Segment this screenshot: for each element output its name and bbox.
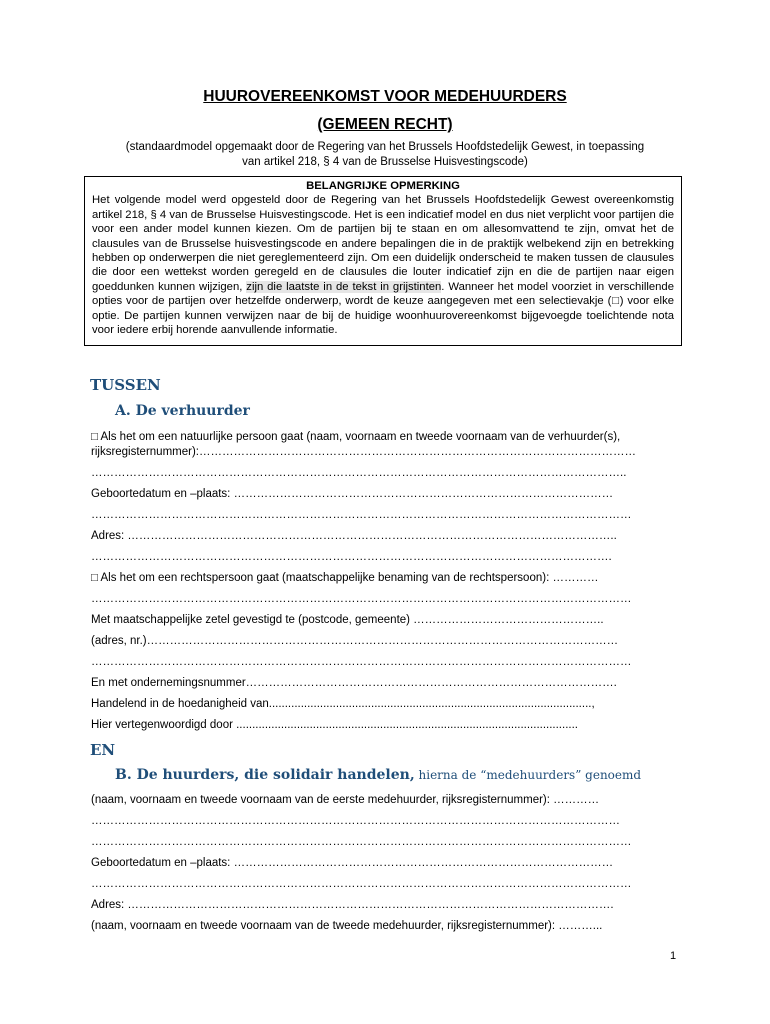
tenant-line: (naam, voornaam en tweede voornaam van de tweede medehuurder, rijksregisternummer): ………... xyxy=(91,920,603,932)
note-text-part-2: . Wanneer het model voorziet in verschillende opties voor de partijen over hetzelfde onderwerp, wordt de keuze aangegeven met een selectievakje (□) voor elke optie. De partijen kunnen verwijzen naar de bij de huidige woonhuurovereenkomst bijgevoegde toelichtende nota voor iedere erbij horende aanvullende informatie. xyxy=(92,280,675,337)
tenant-line: ………………………………………………………………………………………………………………………… xyxy=(91,815,620,827)
note-text-part-1: Het volgende model werd opgesteld door de Regering van het Brussels Hoofdstedelijk Gewest overeenkomstig artikel 218, § 4 van de Brusselse Huisvestingscode. Het is een indicatief model en dus niet verplicht voor partijen die voor een ander model kunnen kiezen. Om de partijen bij te staan en om allesomvattend te zijn, omvat het de clausules van de Brusselse huisvestingscode en andere bepalingen die in de praktijk welbekend zijn en betrekking hebben op onderwerpen die niet gereglementeerd zijn. Om een duidelijk onderscheid te maken tussen de clausules die door een wettekst worden geregeld en de clausules die louter indicatief zijn en die de partijen naar eigen goeddunken kunnen wijzigen, xyxy=(92,194,674,293)
tenant-line: …………………………………………………………………………………………………………………………… xyxy=(91,878,632,890)
important-note-body xyxy=(92,193,674,337)
landlord-line: ………………………………………………………………………………………………………………………. xyxy=(91,551,612,563)
landlord-line: Adres: ……………………………………………………………………………………………………………….. xyxy=(91,530,617,542)
heading-en: EN xyxy=(90,741,116,759)
tenant-line: …………………………………………………………………………………………………………………………… xyxy=(91,836,632,848)
heading-tenants xyxy=(115,767,641,783)
landlord-line: Geboortedatum en –plaats: ……………………………………………………………………………………… xyxy=(91,488,614,500)
landlord-line: …………………………………………………………………………………………………………………………… xyxy=(91,656,632,668)
heading-tenants-bold: B. De huurders, die solidair handelen, xyxy=(115,767,415,783)
document-title: HUUROVEREENKOMST VOOR MEDEHUURDERS xyxy=(203,88,567,105)
landlord-line: Met maatschappelijke zetel gevestigd te (postcode, gemeente) ………………………………………….. xyxy=(91,614,604,626)
model-description xyxy=(60,140,710,170)
heading-tussen: TUSSEN xyxy=(90,376,161,394)
important-note-heading: BELANGRIJKE OPMERKING xyxy=(306,180,460,192)
landlord-line: Handelend in de hoedanigheid van....................................................................................................., xyxy=(91,698,595,710)
landlord-line: (adres, nr.)…………………………………………………………………………………………………………… xyxy=(91,635,619,647)
tenant-line: Geboortedatum en –plaats: ……………………………………………………………………………………… xyxy=(91,857,614,869)
landlord-line: □ Als het om een rechtspersoon gaat (maatschappelijke benaming van de rechtspersoon): ………… xyxy=(91,572,599,584)
note-text-grey-highlight: zijn die laatste in de tekst in grijstinten xyxy=(246,280,442,293)
landlord-line: …………………………………………………………………………………………………………………………… xyxy=(91,509,632,521)
important-note-box xyxy=(84,176,682,346)
page-number: 1 xyxy=(670,950,677,962)
tenant-line: (naam, voornaam en tweede voornaam van de eerste medehuurder, rijksregisternummer): ………… xyxy=(91,794,600,806)
model-description-line-2: van artikel 218, § 4 van de Brusselse Huisvestingscode) xyxy=(242,156,528,168)
heading-landlord: A. De verhuurder xyxy=(115,403,250,419)
landlord-line: Hier vertegenwoordigd door ........................................................................................................... xyxy=(91,719,578,731)
tenant-line: Adres: ………………………………………………………………………………………………………………. xyxy=(91,899,614,911)
landlord-line: …………………………………………………………………………………………………………………………… xyxy=(91,593,632,605)
heading-tenants-note: hierna de “medehuurders” genoemd xyxy=(414,768,642,782)
landlord-line: En met ondernemingsnummer……………………………………………………………………………………. xyxy=(91,677,617,689)
document-subtitle-law: (GEMEEN RECHT) xyxy=(317,116,453,133)
landlord-line: rijksregisternummer):…………………………………………………………………………………………………… xyxy=(91,446,636,458)
model-description-line-1: (standaardmodel opgemaakt door de Regering van het Brussels Hoofdstedelijk Gewest, in toepassing xyxy=(125,141,645,153)
landlord-line: ………………………………………………………………………………………………………………………….. xyxy=(91,467,627,479)
landlord-line: □ Als het om een natuurlijke persoon gaat (naam, voornaam en tweede voornaam van de verhuurder(s), xyxy=(91,431,621,443)
